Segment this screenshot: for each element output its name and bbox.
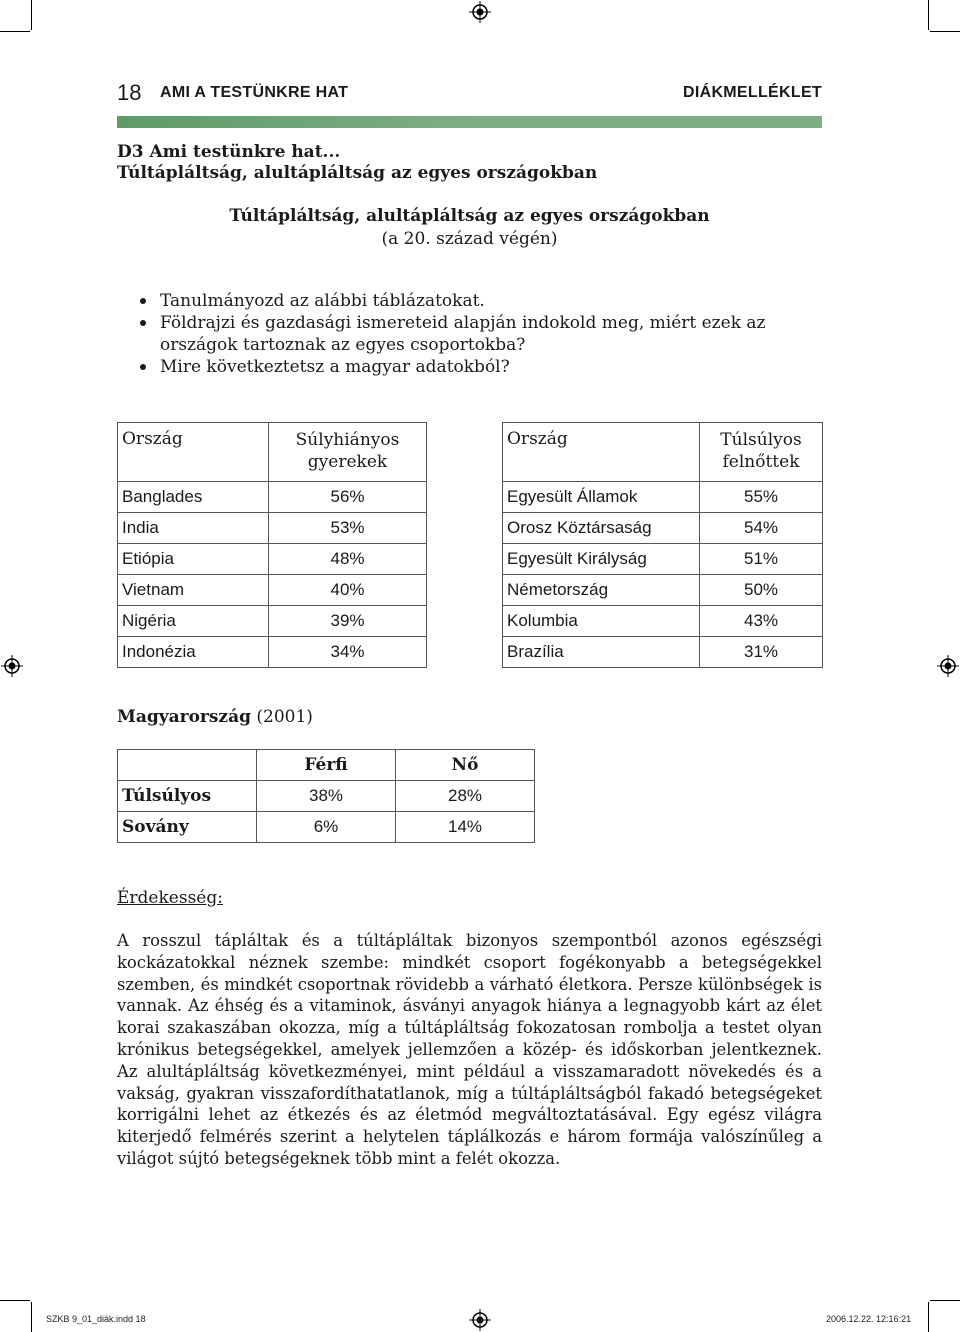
page-number: 18 [117, 80, 142, 105]
crop-mark [31, 1302, 32, 1332]
value-cell: 40% [269, 575, 427, 606]
value-cell: 48% [269, 544, 427, 575]
crop-mark [930, 1300, 960, 1301]
country-cell: Egyesült Királyság [503, 544, 700, 575]
hungary-heading [117, 707, 313, 727]
hungary-title: Magyarország [117, 707, 251, 727]
table-row [503, 544, 823, 575]
value-cell: 14% [396, 812, 535, 843]
header-band-accent [117, 116, 477, 128]
table-row [118, 513, 427, 544]
country-cell: Etiópia [118, 544, 269, 575]
country-cell: Kolumbia [503, 606, 700, 637]
crop-mark [928, 1302, 929, 1332]
country-cell: Brazília [503, 637, 700, 668]
table-row [503, 606, 823, 637]
hungary-table [117, 749, 535, 843]
value-cell: 55% [700, 482, 823, 513]
table-row [503, 482, 823, 513]
list-item: Tanulmányozd az alábbi táblázatokat. [140, 290, 830, 312]
footer-file: SZKB 9_01_diák.indd 18 [46, 1314, 146, 1324]
table-row [118, 637, 427, 668]
list-item: Földrajzi és gazdasági ismereteid alapján indokold meg, miért ezek az országok tartoznak az egyes csoportokba? [140, 312, 830, 356]
center-title: Túltápláltság, alultápláltság az egyes országokban [229, 206, 710, 226]
empty-header-cell [118, 750, 257, 781]
value-cell: 50% [700, 575, 823, 606]
footer-date: 2006.12.22. 12:16:21 [826, 1314, 912, 1324]
value-cell: 54% [700, 513, 823, 544]
table-header: Nő [396, 750, 535, 781]
value-cell: 28% [396, 781, 535, 812]
header-line: felnőttek [722, 452, 800, 472]
table-header: Férfi [257, 750, 396, 781]
table-header: Ország [503, 423, 700, 482]
hungary-year: (2001) [256, 707, 313, 727]
section-title: AMI A TESTÜNKRE HAT [160, 84, 349, 101]
country-cell: India [118, 513, 269, 544]
registration-mark-icon [937, 655, 959, 677]
table-row [118, 482, 427, 513]
value-cell: 31% [700, 637, 823, 668]
table-row [503, 637, 823, 668]
crop-mark [31, 0, 32, 30]
table-row [503, 513, 823, 544]
registration-mark-icon [469, 1, 491, 23]
country-cell: Banglades [118, 482, 269, 513]
value-cell: 34% [269, 637, 427, 668]
exercise-subtitle: Túltápláltság, alultápláltság az egyes országokban [117, 163, 598, 183]
country-cell: Orosz Köztársaság [503, 513, 700, 544]
center-subtitle: (a 20. század végén) [381, 229, 558, 249]
curiosity-heading: Érdekesség: [117, 888, 223, 908]
table-row [118, 544, 427, 575]
table-row [118, 606, 427, 637]
value-cell: 51% [700, 544, 823, 575]
appendix-label: DIÁKMELLÉKLET [682, 84, 822, 101]
overweight-adults-table [502, 422, 823, 668]
curiosity-paragraph: A rosszul tápláltak és a túltápláltak bizonyos szempontból azonos egészségi kockázatokkal néznek szembe: mindkét csoport fogékonyabb a betegségekkel szemben, és mindkét csoportnak rövidebb a várható életkora. Persze különbségek is vannak. Az éhség és a vitaminok, ásványi anyagok hiánya a legnagyobb kárt az élet korai szakaszában okozza, míg a túltápláltság fokozatosan rombolja a testet olyan krónikus betegségekkel, amelyek jellemzően a közép- és időskorban jelentkeznek. Az alultápláltság következményei, mint például a visszamaradott növekedés és a vakság, gyakran visszafordíthatatlanok, míg a túltápláltságból fakadó betegségeket korrigálni lehet az étkezés és az életmód megváltoztatásával. Egy egész világra kiterjedő felmérés szerint a helytelen táplálkozás e három formája valószínűleg a világot sújtó betegségeknek több mint a felét okozza. [117, 931, 822, 1168]
crop-mark [930, 31, 960, 32]
country-cell: Nigéria [118, 606, 269, 637]
table-header: Ország [118, 423, 269, 482]
table-header [700, 423, 823, 482]
table-row [118, 812, 535, 843]
table-row [118, 781, 535, 812]
table-row [118, 575, 427, 606]
value-cell: 39% [269, 606, 427, 637]
value-cell: 56% [269, 482, 427, 513]
value-cell: 6% [257, 812, 396, 843]
header-line: Súlyhiányos [295, 430, 400, 450]
table-header [269, 423, 427, 482]
header-line: gyerekek [307, 452, 388, 472]
table-row [503, 575, 823, 606]
row-label: Túlsúlyos [118, 781, 257, 812]
crop-mark [0, 31, 30, 32]
value-cell: 38% [257, 781, 396, 812]
exercise-title: D3 Ami testünkre hat... [117, 142, 341, 162]
country-cell: Indonézia [118, 637, 269, 668]
country-cell: Vietnam [118, 575, 269, 606]
crop-mark [0, 1300, 30, 1301]
crop-mark [928, 0, 929, 30]
value-cell: 43% [700, 606, 823, 637]
registration-mark-icon [1, 655, 23, 677]
value-cell: 53% [269, 513, 427, 544]
header-line: Túlsúlyos [720, 430, 802, 450]
instruction-list [140, 290, 830, 378]
country-cell: Egyesült Államok [503, 482, 700, 513]
row-label: Sovány [118, 812, 257, 843]
list-item: Mire következtetsz a magyar adatokból? [140, 356, 830, 378]
underweight-children-table [117, 422, 427, 668]
country-cell: Németország [503, 575, 700, 606]
registration-mark-icon [469, 1309, 491, 1331]
